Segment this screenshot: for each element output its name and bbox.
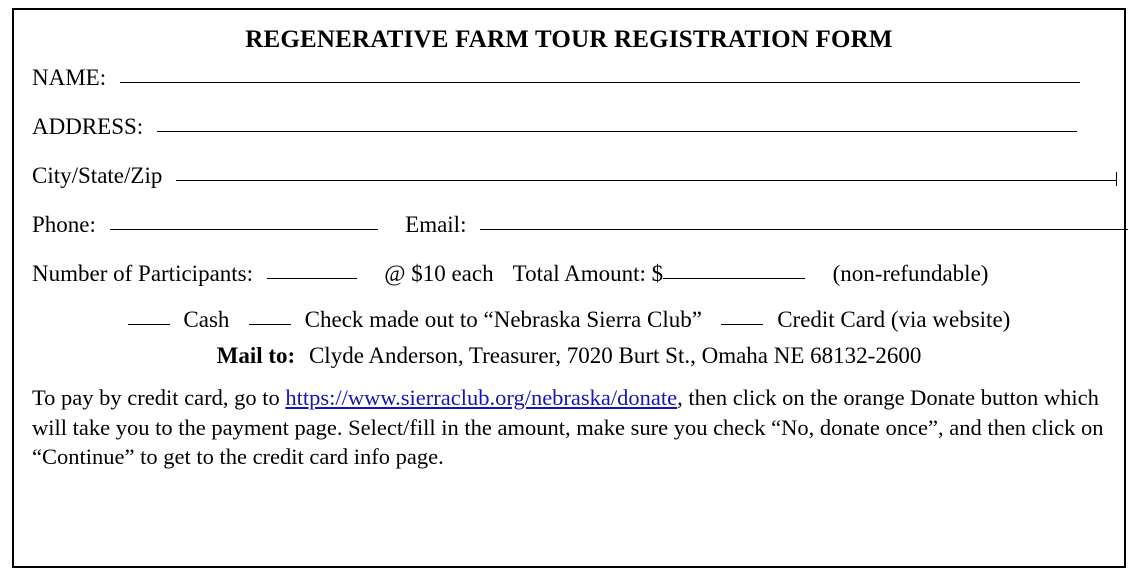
total-amount-label: Total Amount: $ (512, 261, 664, 286)
city-state-zip-input[interactable] (176, 180, 1116, 181)
phone-label: Phone: (32, 212, 96, 237)
credit-card-label: Credit Card (via website) (777, 307, 1011, 332)
payment-options-row (32, 307, 1106, 333)
total-amount-input[interactable] (663, 278, 805, 279)
cash-checkbox[interactable] (128, 324, 170, 325)
mail-to-address: Clyde Anderson, Treasurer, 7020 Burt St., Omaha NE 68132-2600 (308, 343, 922, 368)
credit-card-checkbox[interactable] (721, 324, 763, 325)
address-label: ADDRESS: (32, 114, 144, 139)
city-state-zip-row (32, 164, 1106, 187)
registration-form-box (12, 8, 1126, 568)
phone-email-row (32, 213, 1106, 236)
donate-link[interactable]: https://www.sierraclub.org/nebraska/donate (285, 385, 678, 410)
phone-input[interactable] (110, 229, 378, 230)
address-row (32, 115, 1106, 138)
mail-to-label: Mail to: (216, 343, 296, 368)
participants-input[interactable] (267, 278, 357, 279)
mail-to-row (32, 343, 1106, 369)
nonrefundable-note: (non-refundable) (832, 261, 989, 286)
cash-label: Cash (183, 307, 230, 332)
check-label: Check made out to “Nebraska Sierra Club” (304, 307, 702, 332)
name-input[interactable] (120, 82, 1080, 83)
participants-row (32, 262, 1106, 285)
address-input[interactable] (157, 131, 1077, 132)
credit-card-instructions (32, 383, 1106, 472)
email-input[interactable] (480, 229, 1128, 230)
rate-text: @ $10 each (384, 261, 494, 286)
name-row (32, 66, 1106, 89)
name-label: NAME: (32, 65, 107, 90)
page-title: REGENERATIVE FARM TOUR REGISTRATION FORM (245, 26, 893, 53)
end-tick-icon (1116, 172, 1117, 186)
email-label: Email: (405, 212, 467, 237)
participants-label: Number of Participants: (32, 261, 254, 286)
check-checkbox[interactable] (249, 324, 291, 325)
city-state-zip-label: City/State/Zip (32, 163, 163, 188)
instructions-before-link: To pay by credit card, go to (32, 385, 286, 410)
instructions-after-link: , then click on the orange Donate button which will take you to the payment page. Select/fill in the amount, make sure you check “No, donate once”, and then click on “Continue” to get to the credit card info page. (32, 385, 1104, 470)
